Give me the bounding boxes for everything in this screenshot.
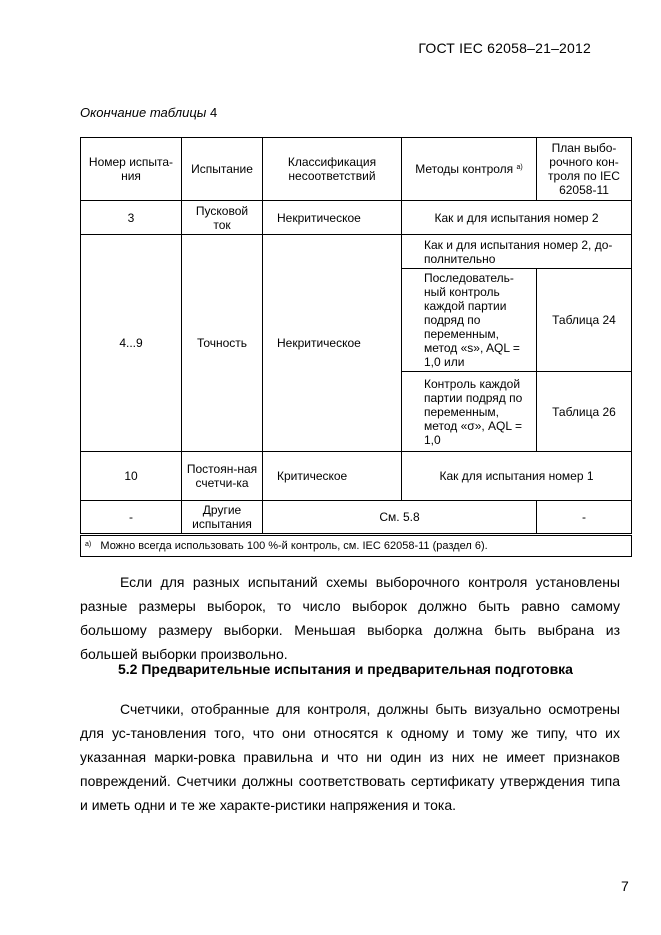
row2-classification: Некритическое xyxy=(263,235,402,452)
header-methods-footnote-mark: a) xyxy=(516,164,523,171)
table-footnote xyxy=(81,535,632,557)
header-classification: Классификация несоответствий xyxy=(263,138,402,201)
table-caption-number: 4 xyxy=(209,105,218,120)
header-sampling-plan: План выбо-рочного кон-троля по IEC 62058-11 xyxy=(537,138,632,201)
table-caption-label: Окончание таблицы xyxy=(80,105,207,120)
row2-method-intro: Как и для испытания номер 2, до-полнительно xyxy=(402,235,632,269)
header-methods xyxy=(402,138,537,201)
table-footnote-row xyxy=(81,535,632,557)
row2-method-s: Последователь-ный контроль каждой партии подряд по переменным, метод «s», AQL = 1,0 или xyxy=(402,269,537,372)
row4-test: Другие испытания xyxy=(182,501,263,535)
row3-test: Постоян-ная счетчи-ка xyxy=(182,452,263,501)
section-title-5-2: 5.2 Предварительные испытания и предварительная подготовка xyxy=(118,661,573,677)
row3-classification: Критическое xyxy=(263,452,402,501)
footnote-text: Можно всегда использовать 100 %-й контроль, см. IEC 62058-11 (раздел 6). xyxy=(100,540,488,552)
row3-number: 10 xyxy=(81,452,182,501)
table-row xyxy=(81,201,632,235)
page-number: 7 xyxy=(621,878,629,894)
row2-plan-sigma: Таблица 26 xyxy=(537,372,632,452)
table-row xyxy=(81,235,632,269)
table-header-row xyxy=(81,138,632,201)
header-test-number: Номер испыта-ния xyxy=(81,138,182,201)
table-row xyxy=(81,452,632,501)
row1-method: Как и для испытания номер 2 xyxy=(402,201,632,235)
table-caption xyxy=(80,105,217,120)
document-code: ГОСТ IEC 62058–21–2012 xyxy=(418,40,591,56)
row2-plan-s: Таблица 24 xyxy=(537,269,632,372)
row4-number: - xyxy=(81,501,182,535)
table-row xyxy=(81,501,632,535)
row1-number: 3 xyxy=(81,201,182,235)
row4-method: См. 5.8 xyxy=(263,501,537,535)
footnote-mark: a) xyxy=(85,541,92,548)
row2-test: Точность xyxy=(182,235,263,452)
header-methods-text: Методы контроля xyxy=(415,162,514,176)
header-test: Испытание xyxy=(182,138,263,201)
paragraph-preliminary-inspection: Счетчики, отобранные для контроля, должны быть визуально осмотрены для ус-тановления того, что они относятся к одному и тому же типу, что их указанная марки-ровка правильна и что ни один из них не имеет признаков повреждений. Счетчики должны соответствовать сертификату утверждения типа и иметь одни и те же характе-ристики напряжения и тока. xyxy=(80,701,620,813)
row1-test: Пусковой ток xyxy=(182,201,263,235)
row1-classification: Некритическое xyxy=(263,201,402,235)
row2-method-sigma: Контроль каждой партии подряд по переменным, метод «σ», AQL = 1,0 xyxy=(402,372,537,452)
row2-number: 4...9 xyxy=(81,235,182,452)
row4-plan: - xyxy=(537,501,632,535)
inspection-table xyxy=(80,137,632,557)
paragraph-sample-sizes: Если для разных испытаний схемы выборочного контроля установлены разные размеры выборок, то число выборок должно быть равно самому большому размеру выборки. Меньшая выборка должна быть выбрана из большей выборки произвольно. xyxy=(80,574,620,662)
row3-method: Как для испытания номер 1 xyxy=(402,452,632,501)
